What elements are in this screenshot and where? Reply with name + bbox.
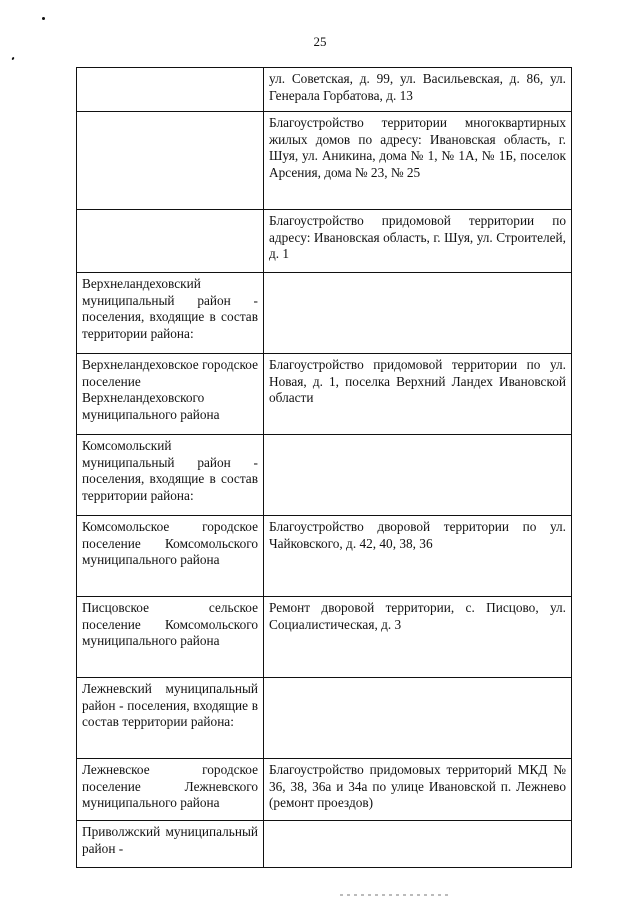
- table-row: [77, 597, 572, 678]
- project-cell: [264, 273, 572, 354]
- municipality-cell: Писцовское сельское поселение Комсомольского муниципального района: [77, 597, 264, 678]
- table-row: [77, 273, 572, 354]
- project-cell: [264, 435, 572, 516]
- municipality-cell: [77, 112, 264, 210]
- project-cell: ул. Советская, д. 99, ул. Васильевская, д. 86, ул. Генерала Горбатова, д. 13: [264, 68, 572, 112]
- improvement-table: [76, 67, 572, 868]
- municipality-cell: [77, 68, 264, 112]
- project-cell: [264, 821, 572, 868]
- table-row: [77, 821, 572, 868]
- project-cell: Благоустройство территории многоквартирных жилых домов по адресу: Ивановская область, г. Шуя, ул. Аникина, дома № 1, № 1А, № 1Б, поселок Арсения, дома № 23, № 25: [264, 112, 572, 210]
- municipality-cell: Комсомольский муниципальный район - поселения, входящие в состав территории района:: [77, 435, 264, 516]
- table-row: [77, 516, 572, 597]
- table-row: [77, 678, 572, 759]
- project-cell: Благоустройство придомовой территории по ул. Новая, д. 1, поселка Верхний Ландех Ивановской области: [264, 354, 572, 435]
- project-cell: Ремонт дворовой территории, с. Писцово, ул. Социалистическая, д. 3: [264, 597, 572, 678]
- municipality-cell: Комсомольское городское поселение Комсомольского муниципального района: [77, 516, 264, 597]
- table-row: [77, 759, 572, 821]
- page-number: 25: [313, 34, 327, 49]
- municipality-cell: Верхнеландеховское городское поселение Верхнеландеховского муниципального района: [77, 354, 264, 435]
- project-cell: Благоустройство придомовых территорий МКД № 36, 38, 36а и 34а по улице Ивановской п. Лежнево (ремонт проездов): [264, 759, 572, 821]
- table-row: [77, 354, 572, 435]
- table-row: [77, 68, 572, 112]
- municipality-cell: Лежневское городское поселение Лежневского муниципального района: [77, 759, 264, 821]
- table-row: [77, 210, 572, 273]
- table-row: [77, 435, 572, 516]
- scan-noise: [340, 894, 450, 896]
- scan-speck: [11, 57, 14, 61]
- project-cell: Благоустройство придомовой территории по адресу: Ивановская область, г. Шуя, ул. Строителей, д. 1: [264, 210, 572, 273]
- project-cell: Благоустройство дворовой территории по ул. Чайковского, д. 42, 40, 38, 36: [264, 516, 572, 597]
- table-row: [77, 112, 572, 210]
- municipality-cell: Лежневский муниципальный район - поселения, входящие в состав территории района:: [77, 678, 264, 759]
- municipality-cell: [77, 210, 264, 273]
- project-cell: [264, 678, 572, 759]
- municipality-cell: Приволжский муниципальный район -: [77, 821, 264, 868]
- municipality-cell: Верхнеландеховский муниципальный район - поселения, входящие в состав территории района:: [77, 273, 264, 354]
- scan-speck: [42, 17, 45, 20]
